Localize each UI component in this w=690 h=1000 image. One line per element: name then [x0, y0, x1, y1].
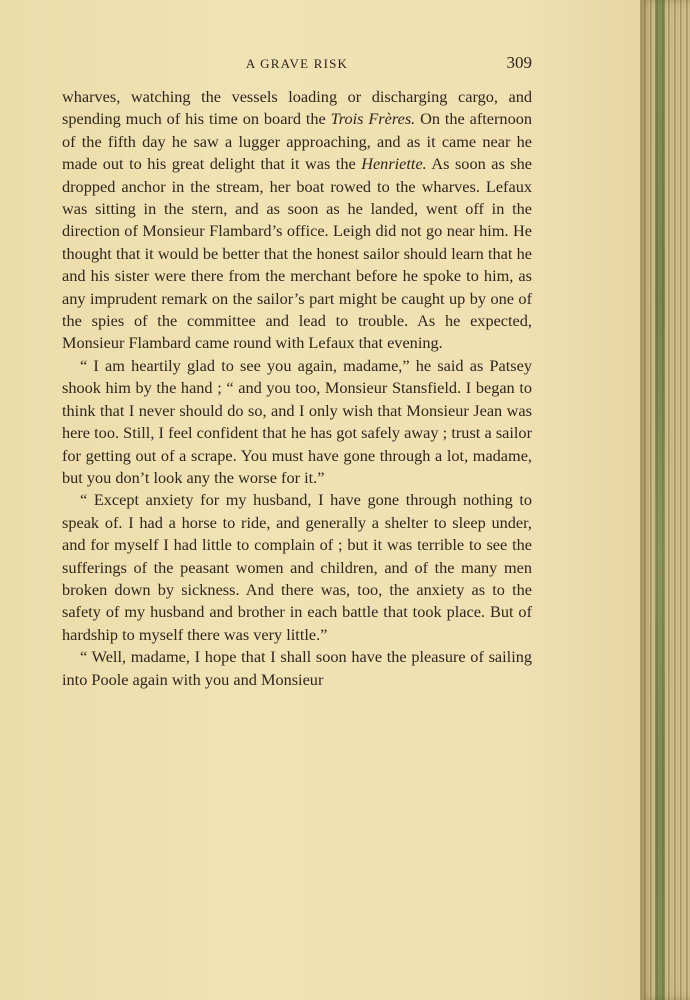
paragraph-1-part-3: As soon as she dropped anchor in the stream, her boat rowed to the wharves. Lefaux was sitting in the stern, and as soon as he landed, went off in the direction of Monsieur Flambard’s office. Leigh did not go near him. He thought that it would be better that the honest sailor should learn that he and his sister were there from the merchant before he spoke to him, as any imprudent remark on the sailor’s part might be caught up by one of the spies of the committee and lead to trouble. As he expected, Monsieur Flambard came round with Lefaux that evening. — [62, 154, 533, 353]
chapter-title: A GRAVE RISK — [245, 56, 349, 71]
paragraph-1-part-2: On the afternoon of the fifth day he saw a lugger approaching, and as it came near he made out to his great delight that it was the — [62, 109, 532, 174]
book-cover-edge — [655, 0, 665, 1000]
paragraph-1-part-1: wharves, watching the vessels loading or discharging cargo, and spending much of his time on board the — [62, 87, 532, 129]
ship-name-henriette: Henriette. — [361, 154, 427, 174]
running-head — [62, 53, 532, 75]
page-edges — [640, 0, 690, 1000]
paragraph-4: “ Well, madame, I hope that I shall soon have the pleasure of sailing into Poole again with you and Monsieur — [62, 647, 532, 689]
ship-name-trois-freres: Trois Frères. — [330, 109, 416, 129]
paragraph-2: “ I am heartily glad to see you again, madame,” he said as Patsey shook him by the hand ; “ and you too, Monsieur Stansfield. I began to think that I never should do so, and I only wish that Monsieur Jean was here too. Still, I feel confident that he has got safely away ; trust a sailor for getting out of a scrape. You must have gone through a lot, madame, but you don’t look any the worse for it.” — [62, 355, 532, 487]
paragraph-1 — [62, 86, 532, 355]
paragraph-3: “ Except anxiety for my husband, I have gone through nothing to speak of. I had a horse to ride, and generally a shelter to sleep under, and for myself I had little to complain of ; but it was terrible to see the sufferings of the peasant women and children, and of the many men broken down by sickness. And there was, too, the anxiety as to the safety of my husband and brother in each battle that took place. But of hardship to myself there was very little.” — [62, 490, 532, 644]
page-number: 309 — [506, 53, 532, 72]
body-text — [62, 86, 532, 691]
